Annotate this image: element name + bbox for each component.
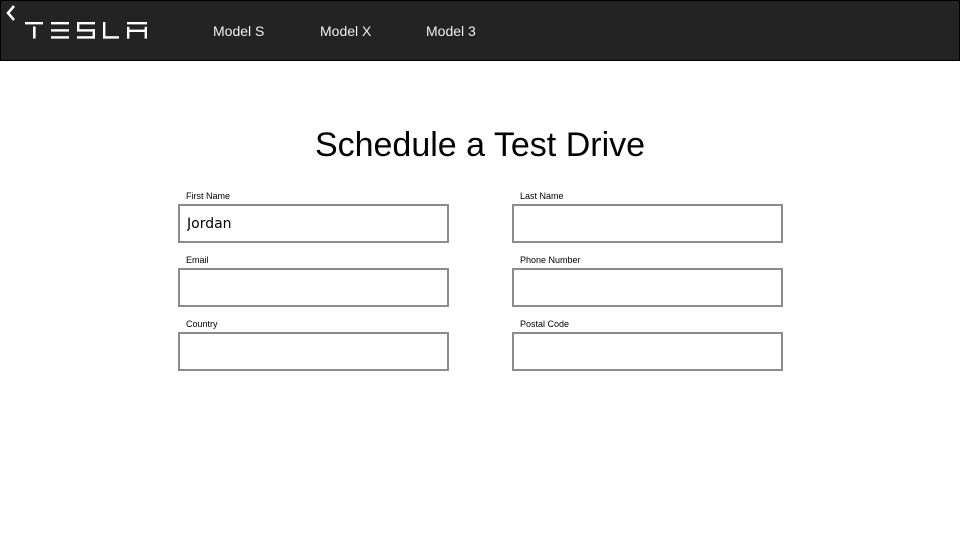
country-label: Country: [186, 319, 218, 329]
top-navigation-bar: [0, 0, 960, 61]
email-input[interactable]: [178, 268, 449, 307]
first-name-input[interactable]: [178, 204, 449, 243]
last-name-label: Last Name: [520, 191, 564, 201]
postal-code-input[interactable]: [512, 332, 783, 371]
tesla-logo[interactable]: [25, 21, 149, 39]
phone-number-input[interactable]: [512, 268, 783, 307]
postal-code-label: Postal Code: [520, 319, 570, 329]
nav-item-model-3[interactable]: Model 3: [426, 23, 476, 39]
phone-number-label: Phone Number: [520, 255, 581, 265]
chevron-left-icon[interactable]: [4, 3, 16, 23]
country-input[interactable]: [178, 332, 449, 371]
nav-item-model-s[interactable]: Model S: [213, 23, 265, 39]
page-title: Schedule a Test Drive: [314, 126, 646, 164]
email-label: Email: [186, 255, 209, 265]
last-name-input[interactable]: [512, 204, 783, 243]
nav-item-model-x[interactable]: Model X: [320, 23, 372, 39]
first-name-label: First Name: [186, 191, 231, 201]
